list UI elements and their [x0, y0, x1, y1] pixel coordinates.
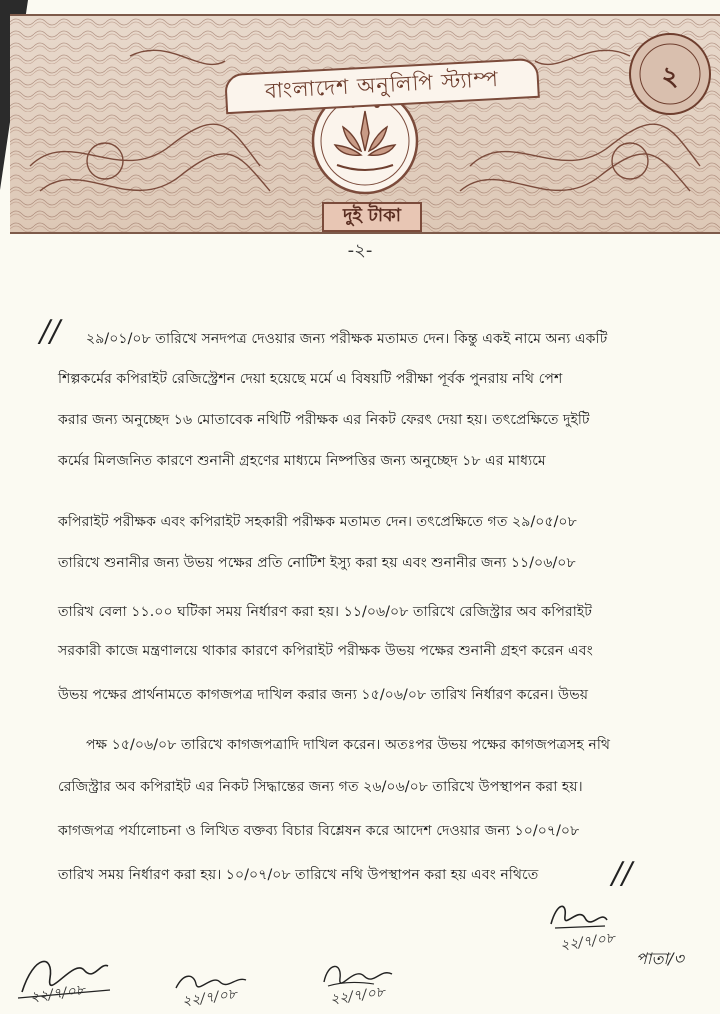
body-line: কপিরাইট পরীক্ষক এবং কপিরাইট সহকারী পরীক্ষক মতামত দেন। তৎপ্রেক্ষিতে গত ২৯/০৫/০৮	[58, 514, 577, 530]
stamp-title: বাংলাদেশ অনুলিপি স্ট্যাম্প	[224, 58, 540, 114]
page-reference: পাতা/৩	[636, 949, 684, 968]
body-line: তারিখ সময় নির্ধারণ করা হয়। ১০/০৭/০৮ তারিখে নথি উপস্থাপন করা হয় এবং নথিতে	[58, 867, 539, 883]
stamp-header	[10, 14, 720, 234]
stamp-ornament	[10, 16, 720, 232]
body-line: পক্ষ ১৫/০৬/০৮ তারিখে কাগজপত্রাদি দাখিল করেন। অতঃপর উভয় পক্ষের কাগজপত্রসহ নথি	[86, 737, 611, 753]
body-line: রেজিস্ট্রার অব কপিরাইট এর নিকট সিদ্ধান্তের জন্য গত ২৬/০৬/০৮ তারিখে উপস্থাপন করা হয়।	[58, 779, 583, 795]
body-line: শিল্পকর্মের কপিরাইট রেজিস্ট্রেশন দেয়া হয়েছে মর্মে এ বিষয়টি পরীক্ষা পূর্বক পুনরায় নথি পেশ	[58, 371, 563, 387]
open-slash-mark: //	[40, 314, 61, 349]
body-line: তারিখ বেলা ১১.০০ ঘটিকা সময় নির্ধারণ করা হয়। ১১/০৬/০৮ তারিখে রেজিস্ট্রার অব কপিরাইট	[58, 604, 592, 620]
signature-bottom-2-date: ২২/৭/০৮	[181, 986, 238, 1010]
close-slash-mark: //	[612, 856, 633, 891]
body-line: তারিখে শুনানীর জন্য উভয় পক্ষের প্রতি নোটিশ ইস্যু করা হয় এবং শুনানীর জন্য ১১/০৬/০৮	[58, 555, 576, 571]
body-line: করার জন্য অনুচ্ছেদ ১৬ মোতাবেক নথিটি পরীক্ষক এর নিকট ফেরৎ দেয়া হয়। তৎপ্রেক্ষিতে দুইটি	[58, 412, 590, 428]
body-line: কাগজপত্র পর্যালোচনা ও লিখিত বক্তব্য বিচার বিশ্লেষন করে আদেশ দেওয়ার জন্য ১০/০৭/০৮	[58, 823, 580, 839]
page-number: -২-	[347, 240, 373, 261]
signature-bottom-1-date: ২২/৭/০৮	[29, 982, 86, 1006]
corner-seal-value: ২	[661, 62, 679, 92]
stamp-denomination: দুই টাকা	[322, 202, 422, 232]
signature-bottom-3-date: ২২/৭/০৮	[329, 984, 386, 1008]
body-line: কর্মের মিলজনিত কারণে শুনানী গ্রহণের মাধ্যমে নিষ্পত্তির জন্য অনুচ্ছেদ ১৮ এর মাধ্যমে	[58, 453, 546, 469]
signature-right-date: ২২/৭/০৮	[559, 930, 616, 954]
body-line: সরকারী কাজে মন্ত্রণালয়ে থাকার কারণে কপিরাইট পরীক্ষক উভয় পক্ষের শুনানী গ্রহণ করেন এবং	[58, 643, 593, 659]
body-line: উভয় পক্ষের প্রার্থনামতে কাগজপত্র দাখিল করার জন্য ১৫/০৬/০৮ তারিখ নির্ধারণ করেন। উভয়	[58, 687, 589, 703]
body-line: ২৯/০১/০৮ তারিখে সনদপত্র দেওয়ার জন্য পরীক্ষক মতামত দেন। কিন্তু একই নামে অন্য একটি	[86, 331, 608, 347]
